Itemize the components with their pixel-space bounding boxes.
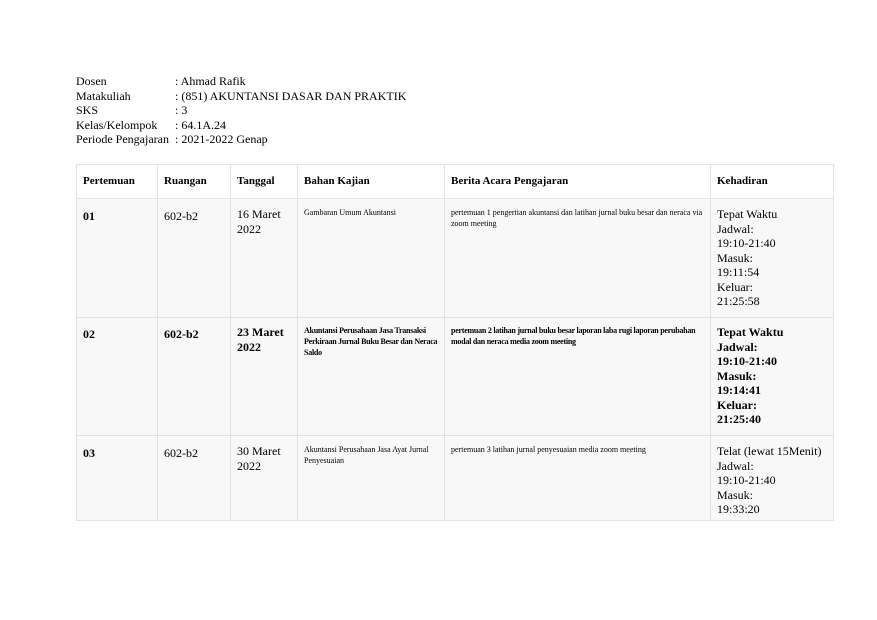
cell-kehadiran xyxy=(711,199,834,318)
teaching-report: pertemuan 3 latihan jurnal penyesuaian media zoom meeting xyxy=(451,445,646,454)
info-label: Kelas/Kelompok xyxy=(76,117,158,132)
header-berita-acara: Berita Acara Pengajaran xyxy=(445,165,711,199)
header-kehadiran: Kehadiran xyxy=(711,165,834,199)
attendance-line: Masuk: xyxy=(717,487,753,502)
attendance-line: 19:10-21:40 xyxy=(717,236,776,250)
table-row xyxy=(77,436,834,521)
info-value: : (851) AKUNTANSI DASAR DAN PRAKTIK xyxy=(175,88,407,103)
attendance-line: Keluar: xyxy=(717,279,753,294)
info-value: : 3 xyxy=(175,103,188,118)
cell-pertemuan xyxy=(77,436,158,521)
attendance-line: 19:10-21:40 xyxy=(717,473,776,487)
cell-kehadiran xyxy=(711,436,834,521)
cell-pertemuan xyxy=(77,318,158,436)
cell-tanggal xyxy=(231,199,298,318)
cell-bahan-kajian xyxy=(298,436,445,521)
info-value: : Ahmad Rafik xyxy=(175,74,246,88)
cell-ruangan xyxy=(158,436,231,521)
header-bahan-kajian: Bahan Kajian xyxy=(298,165,445,199)
study-material: Akuntansi Perusahaan Jasa Ayat Jurnal Penyesuaian xyxy=(304,445,429,465)
cell-tanggal xyxy=(231,436,298,521)
header-ruangan: Ruangan xyxy=(158,165,231,199)
meeting-number: 03 xyxy=(83,446,95,460)
attendance-line: Jadwal: xyxy=(717,221,754,236)
room: 602-b2 xyxy=(164,446,198,460)
info-label: Dosen xyxy=(76,74,107,88)
info-row-periode xyxy=(76,132,406,147)
attendance-line: 19:33:20 xyxy=(717,502,760,516)
course-info xyxy=(76,74,406,147)
attendance-line: Jadwal: xyxy=(717,458,754,473)
teaching-report: pertemuan 1 pengertian akuntansi dan latihan jurnal buku besar dan neraca via zoom meeting xyxy=(451,208,703,228)
attendance-line: Masuk: xyxy=(717,250,753,265)
info-value: : 2021-2022 Genap xyxy=(175,132,268,147)
attendance-line: Jadwal: xyxy=(717,339,758,354)
attendance-status: Tepat Waktu xyxy=(717,207,778,221)
room: 602-b2 xyxy=(164,209,198,223)
info-row-sks xyxy=(76,103,406,118)
study-material: Gambaran Umum Akuntansi xyxy=(304,208,396,217)
cell-tanggal xyxy=(231,318,298,436)
info-row-kelas xyxy=(76,118,406,133)
attendance-line: 19:11:54 xyxy=(717,265,760,279)
room: 602-b2 xyxy=(164,327,199,341)
meeting-number: 01 xyxy=(83,209,95,223)
info-row-matakuliah xyxy=(76,89,406,104)
attendance-line: Masuk: xyxy=(717,368,757,383)
cell-berita-acara xyxy=(445,199,711,318)
info-value: : 64.1A.24 xyxy=(175,117,226,132)
attendance xyxy=(717,444,827,517)
header-tanggal: Tanggal xyxy=(231,165,298,199)
attendance-line: 19:10-21:40 xyxy=(717,354,777,368)
cell-ruangan xyxy=(158,318,231,436)
cell-bahan-kajian xyxy=(298,318,445,436)
attendance-line: 21:25:58 xyxy=(717,294,760,308)
meeting-table xyxy=(76,164,834,521)
meeting-number: 02 xyxy=(83,327,95,341)
attendance-line: 19:14:41 xyxy=(717,383,761,397)
attendance-status: Tepat Waktu xyxy=(717,325,784,339)
cell-berita-acara xyxy=(445,436,711,521)
teaching-report: pertemuan 2 latihan jurnal buku besar laporan laba rugi laporan perubahan modal dan neraca media zoom meeting xyxy=(451,326,696,346)
attendance-status: Telat (lewat 15Menit) xyxy=(717,444,822,458)
date: 30 Maret 2022 xyxy=(237,444,281,473)
cell-bahan-kajian xyxy=(298,199,445,318)
cell-pertemuan xyxy=(77,199,158,318)
attendance-line: Keluar: xyxy=(717,397,757,412)
table-row xyxy=(77,318,834,436)
attendance xyxy=(717,207,827,309)
info-label: SKS xyxy=(76,103,99,118)
info-row-dosen xyxy=(76,74,406,89)
study-material: Akuntansi Perusahaan Jasa Transaksi Perkiraan Jurnal Buku Besar dan Neraca Saldo xyxy=(304,326,438,357)
table-row xyxy=(77,199,834,318)
cell-kehadiran xyxy=(711,318,834,436)
attendance-line: 21:25:40 xyxy=(717,412,761,426)
cell-berita-acara xyxy=(445,318,711,436)
info-label: Matakuliah xyxy=(76,88,131,103)
date: 23 Maret 2022 xyxy=(237,325,284,354)
attendance xyxy=(717,325,827,427)
info-label: Periode Pengajaran xyxy=(76,132,169,147)
header-pertemuan: Pertemuan xyxy=(77,165,158,199)
date: 16 Maret 2022 xyxy=(237,207,281,236)
table-header-row xyxy=(77,165,834,199)
cell-ruangan xyxy=(158,199,231,318)
